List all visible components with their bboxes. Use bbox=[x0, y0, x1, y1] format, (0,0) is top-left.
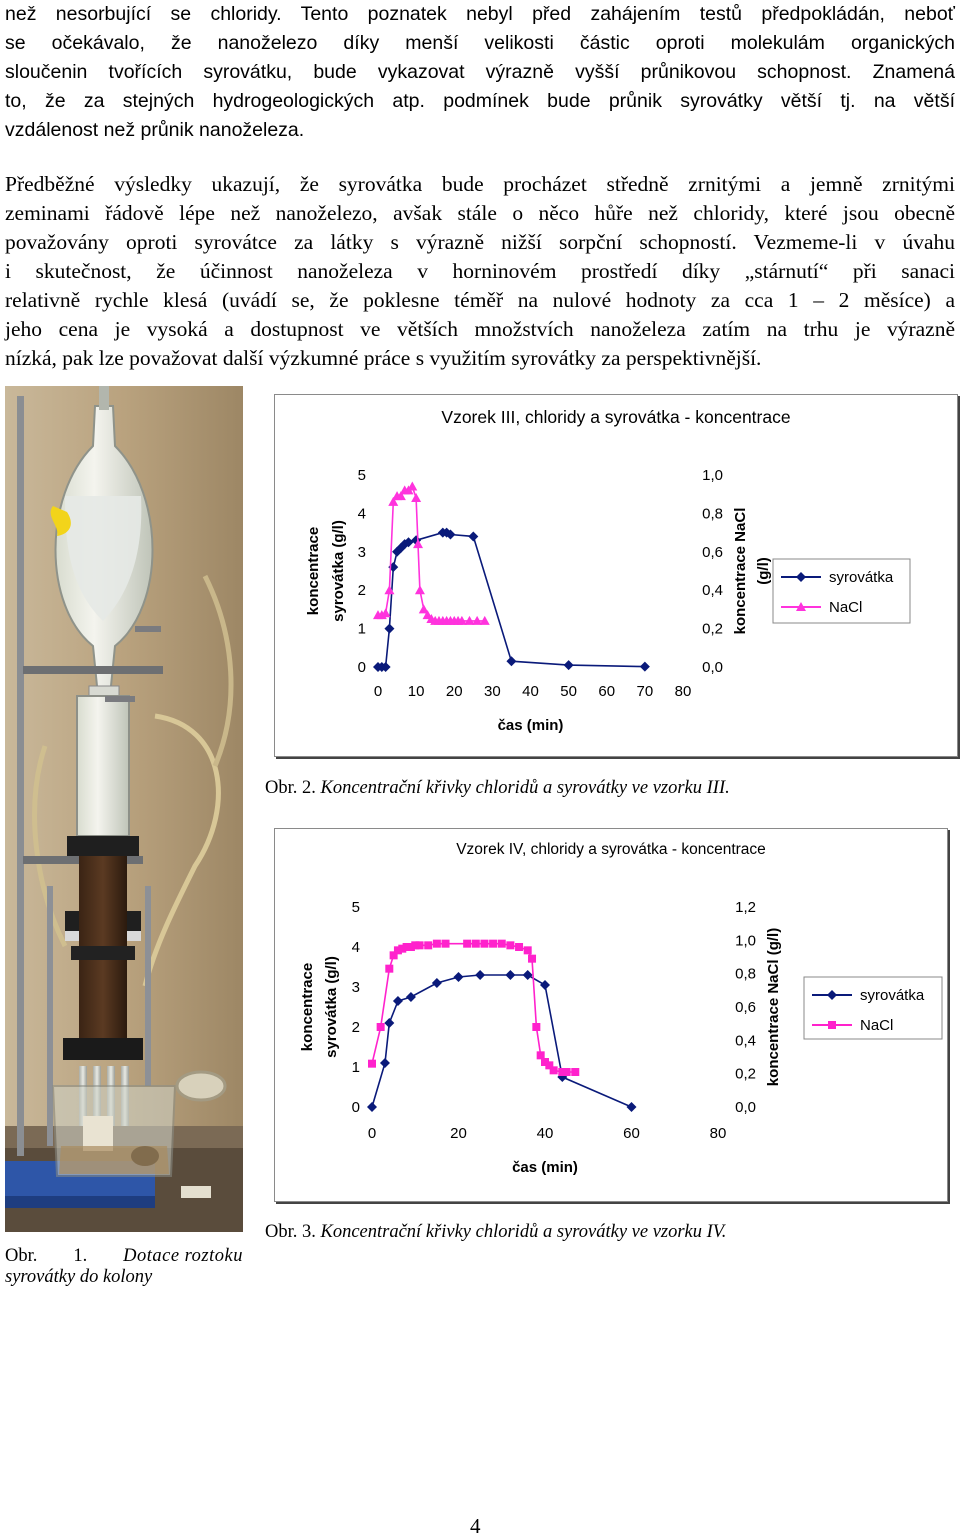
y-right-axis-label: (g/l) bbox=[755, 557, 772, 585]
data-point bbox=[411, 493, 421, 502]
data-point bbox=[393, 996, 403, 1006]
figure-3-label: Obr. 3. bbox=[265, 1222, 316, 1242]
y-left-tick-label: 4 bbox=[351, 939, 360, 956]
data-point bbox=[532, 1023, 540, 1031]
paragraph-1-line: sloučenin tvořících syrovátku, bude vykazovat výrazně vyšší průnikovou schopnost. Znamená bbox=[5, 61, 955, 83]
paragraph-2-line: Předběžné výsledky ukazují, že syrovátka bude procházet středně zrnitými a jemně zrnitými bbox=[5, 172, 955, 196]
paragraph-2-line: i skutečnost, že účinnost nanoželeza v horninovém prostředí díky „stárnutí“ při sanaci bbox=[5, 259, 955, 283]
figure-3-text: Koncentrační křivky chloridů a syrovátky ve vzorku IV. bbox=[320, 1222, 727, 1242]
data-point bbox=[627, 1102, 637, 1112]
y-right-tick-label: 0,4 bbox=[735, 1032, 756, 1050]
data-point bbox=[433, 940, 441, 948]
figure-2-caption bbox=[265, 778, 730, 799]
y-left-tick-label: 3 bbox=[357, 543, 366, 561]
x-tick-label: 60 bbox=[598, 683, 616, 700]
x-tick-label: 50 bbox=[560, 683, 577, 700]
figure-1-caption-line-2 bbox=[5, 1267, 243, 1288]
x-tick-label: 30 bbox=[484, 683, 501, 700]
data-point bbox=[528, 955, 536, 963]
x-tick-label: 40 bbox=[522, 683, 539, 700]
y-right-tick-label: 0,6 bbox=[735, 999, 756, 1016]
x-axis-label: čas (min) bbox=[497, 717, 564, 734]
y-right-tick-label: 0,4 bbox=[702, 582, 723, 600]
y-left-axis-label: koncentrace bbox=[299, 962, 316, 1052]
data-point bbox=[384, 1018, 394, 1028]
y-right-tick-label: 0,8 bbox=[735, 965, 756, 983]
y-right-tick-label: 1,0 bbox=[702, 467, 723, 484]
chart-title: Vzorek IV, chloridy a syrovátka - koncentrace bbox=[456, 841, 766, 858]
y-left-tick-label: 5 bbox=[351, 899, 360, 916]
y-right-tick-label: 0,6 bbox=[702, 543, 723, 561]
x-tick-label: 70 bbox=[636, 683, 654, 700]
y-right-tick-label: 0,0 bbox=[702, 659, 723, 676]
legend-label: syrovátka bbox=[860, 987, 925, 1004]
figure-1-text: Dotace roztoku bbox=[123, 1246, 243, 1266]
figure-1-label: Obr. bbox=[5, 1246, 38, 1266]
y-left-tick-label: 2 bbox=[351, 1019, 360, 1036]
y-left-axis-label: syrovátka (g/l) bbox=[323, 956, 340, 1058]
data-point bbox=[550, 1066, 558, 1074]
data-point bbox=[384, 585, 394, 594]
data-point bbox=[424, 941, 432, 949]
series-line-nacl bbox=[372, 944, 575, 1072]
figure-1-text-2: syrovátky do kolony bbox=[5, 1267, 153, 1287]
data-point bbox=[380, 1058, 390, 1068]
y-left-tick-label: 1 bbox=[357, 620, 366, 638]
data-point bbox=[505, 970, 515, 980]
x-tick-label: 20 bbox=[445, 683, 463, 700]
y-right-tick-label: 1,0 bbox=[735, 932, 756, 950]
data-point bbox=[416, 941, 424, 949]
paragraph-2-line: zeminami řádově lépe než nanoželezo, avšak stále o něco hůře než chloridy, které jsou obecně bbox=[5, 201, 955, 225]
chart-vzorek-iv bbox=[274, 828, 948, 1202]
data-point bbox=[540, 980, 550, 990]
chart-vzorek-iii bbox=[274, 394, 958, 757]
figure-1-caption-line bbox=[5, 1246, 243, 1267]
y-right-tick-label: 0,8 bbox=[702, 505, 723, 523]
paragraph-2-line: relativně rychle klesá (uvádí se, že poklesne téměř na nulové hodnoty za cca 1 – 2 měsíce) a bbox=[5, 288, 955, 312]
x-tick-label: 80 bbox=[709, 1125, 727, 1142]
y-left-tick-label: 1 bbox=[351, 1059, 360, 1076]
data-point bbox=[506, 941, 514, 949]
y-left-axis-label: koncentrace bbox=[305, 526, 322, 616]
page-number: 4 bbox=[470, 1514, 481, 1538]
y-left-tick-label: 3 bbox=[351, 979, 360, 996]
y-left-tick-label: 5 bbox=[357, 467, 366, 484]
x-tick-label: 0 bbox=[373, 683, 383, 700]
paragraph-1-line: vzdálenost než průnik nanoželeza. bbox=[5, 119, 305, 141]
apparatus-photo-drawing bbox=[5, 386, 243, 1232]
paragraph-2 bbox=[5, 170, 955, 373]
y-right-tick-label: 0,0 bbox=[735, 1099, 756, 1116]
data-point bbox=[415, 585, 425, 594]
data-point bbox=[384, 624, 394, 634]
paragraph-1-line: se očekávalo, že nanoželezo díky menší velikosti částic oproti molekulám organických bbox=[5, 32, 955, 54]
paragraph-1-line: než nesorbující se chloridy. Tento poznatek nebyl před zahájením testů předpokládán, neboť bbox=[5, 3, 955, 25]
paragraph-2-line: nízká, pak lze považovat další výzkumné práce s využitím syrovátky za perspektivnější. bbox=[5, 346, 762, 370]
paragraph-2-line: jeho cena je vysoká a dostupnost ve větších množstvích nanoželeza zatím na trhu je výrazně bbox=[5, 317, 955, 341]
data-point bbox=[377, 1023, 385, 1031]
data-point bbox=[523, 970, 533, 980]
data-point bbox=[506, 656, 516, 666]
legend-marker bbox=[828, 1021, 836, 1029]
figure-1-number: 1. bbox=[73, 1246, 88, 1266]
data-point bbox=[432, 978, 442, 988]
data-point bbox=[385, 965, 393, 973]
x-tick-label: 10 bbox=[407, 683, 425, 700]
data-point bbox=[640, 662, 650, 672]
figure-1-caption bbox=[5, 1246, 243, 1288]
data-point bbox=[498, 940, 506, 948]
data-point bbox=[515, 943, 523, 951]
data-point bbox=[480, 940, 488, 948]
legend-label: syrovátka bbox=[829, 569, 894, 586]
data-point bbox=[454, 972, 464, 982]
y-left-tick-label: 2 bbox=[357, 582, 366, 600]
x-tick-label: 0 bbox=[367, 1125, 377, 1142]
chart-vzorek-iii-plot bbox=[275, 395, 957, 756]
data-point bbox=[563, 1068, 571, 1076]
y-left-axis-label: syrovátka (g/l) bbox=[330, 520, 347, 622]
legend-label: NaCl bbox=[860, 1017, 894, 1034]
data-point bbox=[571, 1068, 579, 1076]
figure-2-text: Koncentrační křivky chloridů a syrovátky ve vzorku III. bbox=[320, 778, 730, 798]
paragraph-1 bbox=[5, 0, 955, 145]
y-right-axis-label: koncentrace NaCl bbox=[732, 507, 749, 635]
data-point bbox=[406, 992, 416, 1002]
y-left-tick-label: 0 bbox=[357, 659, 366, 676]
y-right-tick-label: 1,2 bbox=[735, 899, 756, 916]
chart-title: Vzorek III, chloridy a syrovátka - koncentrace bbox=[441, 407, 791, 427]
x-tick-label: 60 bbox=[623, 1125, 640, 1142]
figure-3-caption bbox=[265, 1222, 726, 1243]
x-axis-label: čas (min) bbox=[512, 1159, 578, 1176]
x-tick-label: 40 bbox=[536, 1125, 554, 1142]
x-tick-label: 20 bbox=[450, 1125, 467, 1142]
x-tick-label: 80 bbox=[674, 683, 692, 700]
data-point bbox=[475, 970, 485, 980]
y-right-tick-label: 0,2 bbox=[735, 1065, 756, 1083]
apparatus-photo bbox=[5, 386, 243, 1232]
data-point bbox=[442, 940, 450, 948]
chart-vzorek-iv-plot bbox=[275, 829, 947, 1201]
y-right-axis-label: koncentrace NaCl (g/l) bbox=[765, 927, 782, 1087]
legend-label: NaCl bbox=[829, 599, 863, 616]
data-point bbox=[463, 940, 471, 948]
paragraph-1-line: to, že za stejných hydrogeologických atp. podmínek bude průnik syrovátky větší tj. na větší bbox=[5, 90, 955, 112]
y-left-tick-label: 4 bbox=[357, 505, 366, 523]
data-point bbox=[564, 660, 574, 670]
data-point bbox=[472, 940, 480, 948]
data-point bbox=[489, 940, 497, 948]
figure-2-label: Obr. 2. bbox=[265, 778, 316, 798]
data-point bbox=[367, 1102, 377, 1112]
data-point bbox=[468, 531, 478, 541]
data-point bbox=[524, 946, 532, 954]
y-left-tick-label: 0 bbox=[351, 1099, 360, 1116]
paragraph-2-line: považovány oproti syrovátce za látky s výrazně nižší sorpční schopností. Vezmeme-li v úvahu bbox=[5, 230, 955, 254]
y-right-tick-label: 0,2 bbox=[702, 620, 723, 638]
data-point bbox=[368, 1060, 376, 1068]
